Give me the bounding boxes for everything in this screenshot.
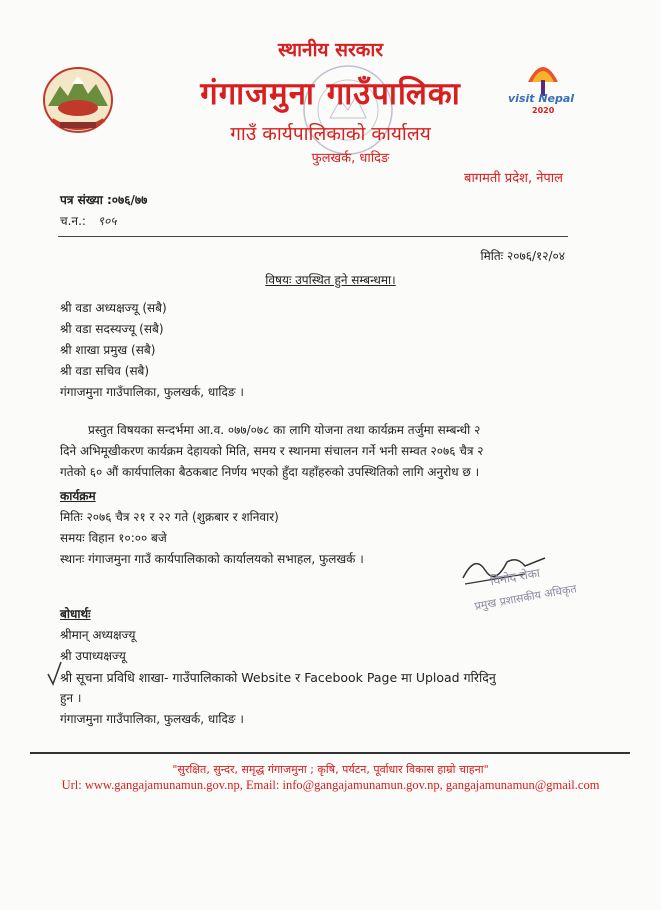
cc-heading: बोधार्थः: [60, 607, 91, 621]
list-item: श्री वडा सदस्यज्यू (सबै): [60, 322, 164, 336]
dispatch-value: ९०५: [97, 214, 117, 228]
list-item: गंगाजमुना गाउँपालिका, फुलखर्क, धादिङ ।: [60, 385, 244, 399]
cc-block: [60, 604, 496, 730]
program-block: [60, 486, 364, 570]
program-time: समयः विहान १०:०० बजे: [60, 531, 167, 545]
footer-divider: [30, 752, 630, 754]
body-line: प्रस्तुत विषयका सन्दर्भमा आ.व. ०७७/०७८ का लागि योजना तथा कार्यक्रम तर्जुमा सम्बन्धी २: [88, 423, 481, 437]
signatory-title: प्रमुख प्रशासकीय अधिकृत: [473, 582, 578, 613]
dispatch-label: च.न.:: [60, 214, 86, 228]
header-divider: [58, 236, 568, 237]
list-item: श्री शाखा प्रमुख (सबै): [60, 343, 156, 357]
office-address: फुलखर्क, धादिङ: [311, 151, 390, 166]
list-item: गंगाजमुना गाउँपालिका, फुलखर्क, धादिङ ।: [60, 712, 244, 726]
visit-nepal-logo: [508, 52, 578, 122]
program-venue: स्थानः गंगाजमुना गाउँ कार्यपालिकाको कार्यालयको सभाहल, फुलखर्क ।: [60, 552, 364, 566]
municipality-name: गंगाजमुना गाउँपालिका: [200, 76, 461, 112]
list-item: श्री वडा सचिव (सबै): [60, 364, 150, 378]
recipient-list: [60, 298, 244, 403]
program-date: मितिः २०७६ चैत्र २१ र २२ गते (शुक्रबार र शनिवार): [60, 510, 279, 524]
letter-number: पत्र संख्या :०७६/७७: [60, 193, 148, 207]
list-item: श्री वडा अध्यक्षज्यू (सबै): [60, 301, 167, 315]
signatory-name: विनोद रोका: [489, 565, 542, 589]
letter-date: मितिः २०७६/१२/०४: [480, 249, 565, 263]
footer-contact: Url: www.gangajamunamun.gov.np, Email: info@gangajamunamun.gov.np, gangajamunamun@gmail.com: [61, 778, 600, 792]
visit-nepal-year: 2020: [532, 106, 555, 115]
dispatch-number: [60, 211, 117, 232]
body-line: दिने अभिमूखीकरण कार्यक्रम देहायको मिति, समय र स्थानमा संचालन गर्ने भनी सम्वत २०७६ चैत्र २: [60, 444, 484, 458]
list-item: हुन ।: [60, 691, 82, 705]
office-name: गाउँ कार्यपालिकाको कार्यालय: [230, 123, 431, 145]
footer-slogan: "सुरक्षित, सुन्दर, समृद्ध गंगाजमुना ; कृषि, पर्यटन, पूर्वाधार विकास हाम्रो चाहना": [172, 763, 489, 776]
body-line: गतेको ६० औं कार्यपालिका बैठकबाट निर्णय भएको हुँदा यहाँहरुको उपस्थितिको लागि अनुरोध छ ।: [60, 465, 480, 479]
local-government-label: स्थानीय सरकार: [277, 39, 384, 61]
tick-mark-icon: [44, 660, 64, 690]
letter-body: [60, 420, 580, 483]
list-item: श्री सूचना प्रविधि शाखा- गाउँपालिकाको Website र Facebook Page मा Upload गरिदिनु: [60, 670, 496, 685]
province-label: बागमती प्रदेश, नेपाल: [464, 171, 563, 186]
program-heading: कार्यक्रम: [60, 489, 96, 503]
visit-nepal-text: visit Nepal: [508, 92, 575, 105]
letter-subject: विषयः उपस्थित हुने सम्बन्धमा।: [265, 273, 396, 287]
list-item: श्री उपाध्यक्षज्यू: [60, 649, 126, 663]
list-item: श्रीमान् अध्यक्षज्यू: [60, 628, 136, 642]
